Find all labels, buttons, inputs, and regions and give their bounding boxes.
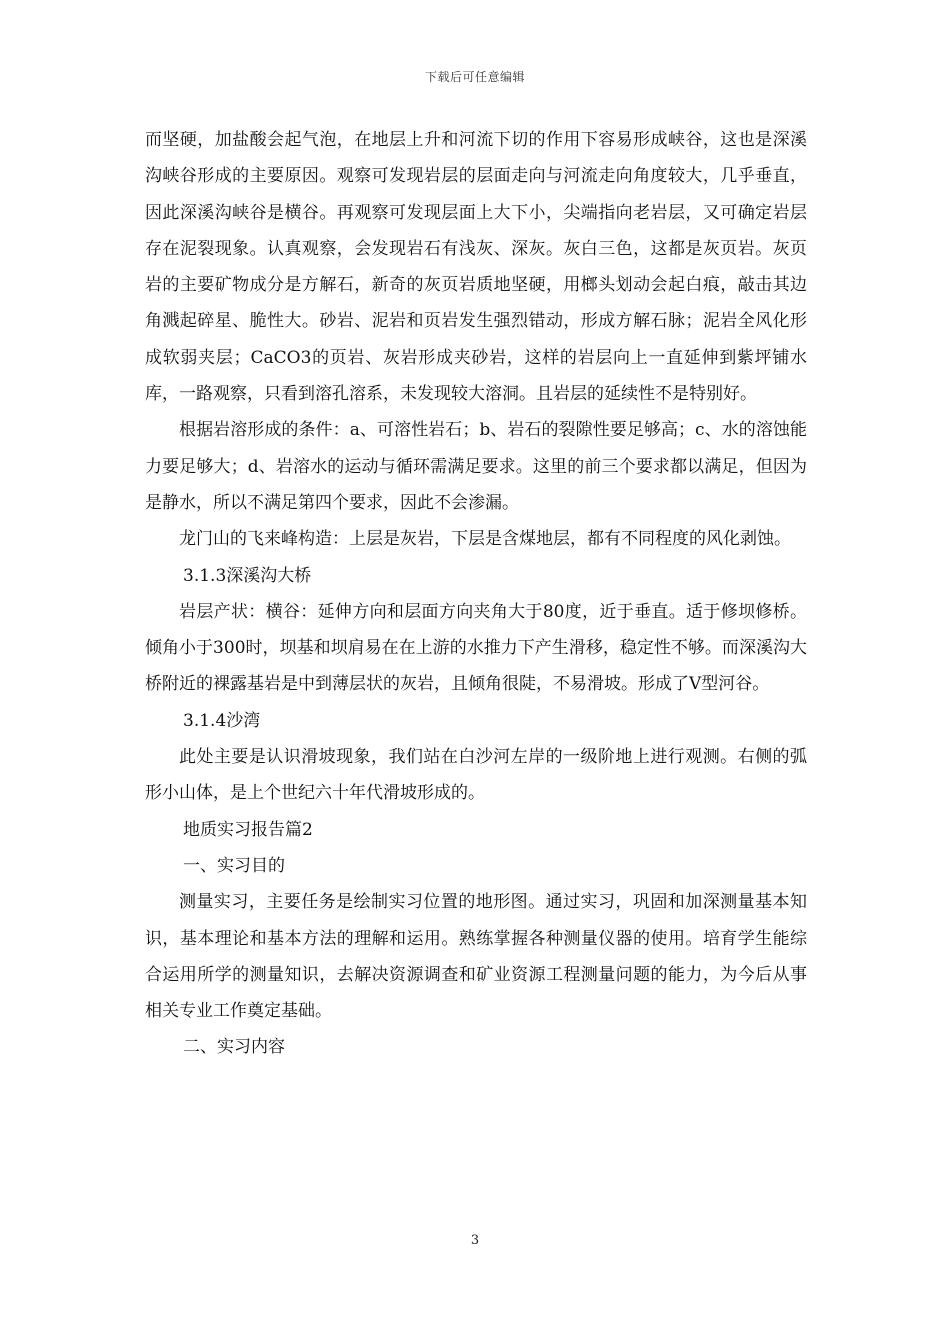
section-heading-3-1-4: 3.1.4沙湾 (183, 710, 261, 731)
paragraph-geology-observation: 而坚硬，加盐酸会起气泡，在地层上升和河流下切的作用下容易形成峡谷，这也是深溪沟峡谷形成的主要原因。观察可发现岩层的层面走向与河流走向角度较大，几乎垂直，因此深溪沟峡谷是横谷。再观察可发现层面上大下小，尖端指向老岩层，又可确定岩层存在泥裂现象。认真观察，会发现岩石有浅灰、深灰。灰白三色，这都是灰页岩。灰页岩的主要矿物成分是方解石，新奇的灰页岩质地坚硬，用榔头划动会起白痕，敲击其边角溅起碎星、脆性大。砂岩、泥岩和页岩发生强烈错动，形成方解石脉；泥岩全风化形成软弱夹层；CaCO3的页岩、灰岩形成夹砂岩，这样的岩层向上一直延伸到紫坪铺水库，一路观察，只看到溶孔溶系，未发现较大溶洞。且岩层的延续性不是特别好。 (145, 130, 807, 405)
paragraph-survey-purpose: 测量实习，主要任务是绘制实习位置的地形图。通过实习，巩固和加深测量基本知识，基本理论和基本方法的理解和运用。熟练掌握各种测量仪器的使用。培育学生能综合运用所学的测量知识，去解决资源调查和矿业资源工程测量问题的能力，为今后从事相关专业工作奠定基础。 (145, 892, 807, 1022)
section-heading-content: 二、实习内容 (183, 1037, 285, 1058)
section-heading-purpose: 一、实习目的 (183, 855, 285, 876)
document-body (145, 122, 807, 1066)
page-number: 3 (470, 1233, 480, 1248)
paragraph-karst-conditions: 根据岩溶形成的条件：a、可溶性岩石；b、岩石的裂隙性要足够高；c、水的溶蚀能力要足够大；d、岩溶水的运动与循环需满足要求。这里的前三个要求都以满足，但因为是静水，所以不满足第四个要求，因此不会渗漏。 (145, 420, 807, 513)
paragraph-rock-attitude: 岩层产状：横谷：延伸方向和层面方向夹角大于80度，近于垂直。适于修坝修桥。倾角小于300时，坝基和坝肩易在在上游的水推力下产生滑移，稳定性不够。而深溪沟大桥附近的裸露基岩是中到薄层状的灰岩，且倾角很陡，不易滑坡。形成了V型河谷。 (145, 601, 807, 695)
section-heading-3-1-3: 3.1.3深溪沟大桥 (183, 565, 312, 586)
paragraph-longmen-klippe: 龙门山的飞来峰构造：上层是灰岩，下层是含煤地层，都有不同程度的风化剥蚀。 (179, 529, 791, 550)
report-title-part-2: 地质实习报告篇2 (183, 819, 313, 840)
paragraph-landslide: 此处主要是认识滑坡现象，我们站在白沙河左岸的一级阶地上进行观测。右侧的弧形小山体，是上个世纪六十年代滑坡形成的。 (145, 747, 807, 804)
page-header: 下载后可任意编辑 (424, 70, 525, 84)
